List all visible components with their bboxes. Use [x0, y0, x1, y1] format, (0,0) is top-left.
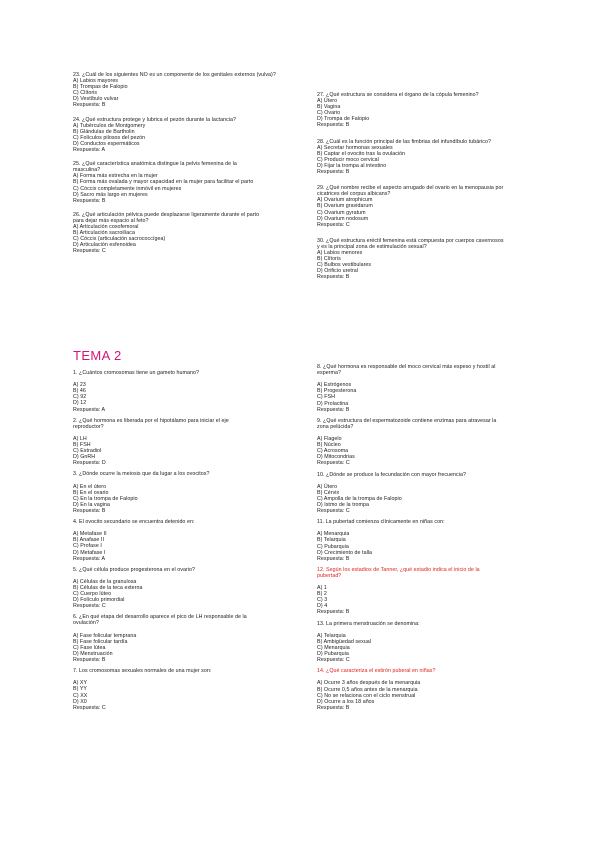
question-block	[73, 614, 318, 663]
question-block	[73, 212, 318, 255]
question-block	[317, 185, 562, 228]
question-block	[317, 364, 562, 413]
question-line: C) Cuerpo lúteo	[73, 591, 112, 598]
question-line: B) 46	[73, 388, 86, 395]
question-text: 9. ¿Qué estructura del espermatozoide contiene enzimas para atravesar la	[317, 417, 497, 424]
question-block	[73, 519, 318, 562]
question-line: C) FSH	[317, 394, 335, 401]
question-line: Respuesta: B	[73, 657, 106, 664]
question-text: 28. ¿Cuál es la función principal de las fimbrias del infundíbulo tubárico?	[317, 138, 491, 145]
question-line: C) Estradiol	[73, 448, 102, 455]
question-line: B) Ambigüedad sexual	[317, 638, 372, 645]
question-line: B) Articulación sacroilíaca	[73, 230, 135, 237]
question-line: Respuesta: A	[73, 406, 106, 413]
question-line: B) En el ovario	[73, 489, 109, 496]
question-line: A) Tubérculos de Montgomery	[73, 122, 146, 129]
question-line: A) Forma más estrecha en la mujer	[73, 173, 158, 180]
question-text: 2. ¿Qué hormona es liberada por el hipotálamo para iniciar el eje	[73, 417, 229, 424]
question-line: Respuesta: C	[73, 603, 106, 610]
question-line: Respuesta: B	[317, 555, 350, 562]
question-line: C) Acrosoma	[317, 448, 349, 455]
question-text: 11. La pubertad comienza clínicamente en niñas con:	[317, 519, 445, 526]
question-text: 8. ¿Qué hormona es responsable del moco cervical más espeso y hostil al	[317, 364, 496, 370]
question-line: B) Telarquia	[317, 537, 346, 544]
question-line: D) Articulación esfenoidea	[73, 242, 136, 249]
question-line: D) 4	[317, 603, 328, 610]
question-line: B) Ovarium gravidarum	[317, 203, 373, 210]
question-text: 13. La primera menstruación se denomina:	[317, 620, 420, 627]
question-line: Respuesta: A	[73, 555, 106, 562]
question-line: Respuesta: B	[317, 169, 350, 176]
question-line: B) Células de la teca externa	[73, 585, 143, 591]
question-line: Respuesta: C	[317, 508, 350, 515]
question-text: 6. ¿En qué etapa del desarrollo aparece el pico de LH responsable de la	[73, 614, 247, 621]
question-line: C) Ovario	[317, 110, 341, 117]
question-line: B) Anafase II	[73, 537, 104, 544]
question-line: A) Útero	[317, 483, 338, 490]
question-text: 7. Los cromosomas sexuales normales de una mujer son:	[73, 668, 212, 675]
question-line: D) Sacro más largo en mujeres	[73, 191, 148, 198]
question-block	[317, 92, 562, 129]
question-block	[73, 161, 318, 204]
question-line: para dejar más espacio al feto?	[73, 217, 149, 224]
question-line: D) Fijar la trompa al intestino	[317, 162, 387, 169]
question-text: 14. ¿Qué caracteriza el estirón puberal en niñas?	[317, 668, 436, 675]
question-line: D) 12	[73, 400, 87, 407]
question-block	[317, 567, 562, 616]
question-line: A) Flagelo	[317, 436, 342, 443]
question-block	[73, 418, 318, 467]
question-line: B) 2	[317, 591, 327, 598]
question-line: A) Células de la granulosa	[73, 578, 137, 585]
question-line: A) Menarquia	[317, 531, 350, 538]
question-line: A) Ovarium atrophicum	[317, 197, 373, 204]
question-text: 24. ¿Qué estructura protege y lubrica el pezón durante la lactancia?	[73, 116, 236, 123]
question-line: D) Ovarium nodosum	[317, 215, 369, 222]
question-line: Respuesta: B	[73, 197, 106, 204]
question-line: B) Núcleo	[317, 442, 341, 449]
question-line: D) Folículo primordial	[73, 597, 125, 604]
question-line: A) Labios mayores	[73, 78, 119, 85]
question-line: B) YY	[73, 686, 87, 693]
question-line: Respuesta: A	[73, 147, 106, 154]
question-line: D) Crecimiento de talla	[317, 549, 373, 556]
question-line: Respuesta: C	[317, 460, 350, 467]
question-line: C) Profase I	[73, 543, 102, 550]
question-line: reproductor?	[73, 423, 104, 430]
question-line: A) LH	[73, 435, 87, 442]
question-line: Respuesta: B	[317, 122, 350, 129]
question-line: cicatrices del corpus albicans?	[317, 191, 391, 198]
question-line: B) Clítoris	[317, 256, 341, 263]
question-line: C) Clítoris	[73, 90, 98, 97]
question-line: B) Glándulas de Bartholin	[73, 128, 135, 135]
question-line: C) Cóccix (articulación sacrococcígea)	[73, 236, 166, 243]
question-line: B) Cérvix	[317, 489, 340, 496]
question-line: D) Orificio uretral	[317, 268, 358, 275]
question-line: A) Fase folicular temprana	[73, 632, 137, 639]
question-line: Respuesta: C	[317, 657, 350, 664]
question-line: A) Secretar hormonas sexuales	[317, 144, 393, 151]
question-block	[73, 471, 318, 514]
question-line: C) 3	[317, 597, 328, 604]
question-line: C) Producir moco cervical	[317, 156, 379, 163]
question-line: C) Ampolla de la trompa de Falopio	[317, 495, 402, 502]
question-text: 27. ¿Qué estructura se considera el órgano de la cópula femenino?	[317, 92, 479, 98]
question-line: C) Menarquia	[317, 644, 350, 651]
question-line: D) Prolactina	[317, 400, 349, 407]
question-text: 30. ¿Qué estructura eréctil femenina está compuesta por cuerpos cavernosos	[317, 237, 504, 244]
question-line: B) Progesterona	[317, 388, 357, 395]
question-line: C) Bulbos vestibulares	[317, 262, 372, 269]
question-block	[317, 668, 562, 711]
question-text: 4. El ovocito secundario se encuentra detenido en:	[73, 519, 195, 526]
question-line: C) Folículos pilosos del pezón	[73, 134, 146, 141]
question-line: Respuesta: C	[317, 221, 350, 228]
section-title: TEMA 2	[73, 348, 122, 363]
question-line: A) Útero	[317, 98, 338, 105]
question-line: Respuesta: D	[73, 460, 106, 467]
question-line: B) FSH	[73, 442, 91, 449]
question-line: Respuesta: B	[317, 406, 350, 413]
question-block	[73, 668, 318, 711]
question-block	[73, 117, 318, 154]
question-block	[317, 472, 562, 515]
question-text: 3. ¿Dónde ocurre la meiosis que da lugar a los ovocitos?	[73, 471, 210, 478]
question-line: D) Trompa de Falopio	[317, 116, 370, 123]
question-line: B) Fase folicular tardía	[73, 638, 128, 645]
question-line: D) En la vagina	[73, 501, 110, 508]
question-line: B) Captar el ovocito tras la ovulación	[317, 150, 406, 157]
question-line: esperma?	[317, 370, 341, 377]
question-text: 23. ¿Cuál de los siguientes NO es un componente de los genitales externos (vulva)?	[73, 72, 276, 78]
question-line: ovulación?	[73, 620, 99, 627]
tema2-left-column	[73, 370, 318, 716]
question-line: D) Metafase I	[73, 549, 106, 556]
question-line: A) En el útero	[73, 483, 107, 490]
question-line: C) Pubarquia	[317, 543, 349, 550]
question-line: D) Istmo de la trompa	[317, 501, 369, 508]
question-line: A) 1	[317, 585, 327, 592]
question-line: A) 23	[73, 382, 86, 389]
question-line: D) Conductos espermáticos	[73, 140, 140, 147]
question-text: 10. ¿Dónde se produce la fecundación con mayor frecuencia?	[317, 471, 466, 478]
question-text: 1. ¿Cuántos cromosomas tiene un gameto humano?	[73, 370, 199, 376]
question-line: A) Labios menores	[317, 249, 363, 256]
tema2-right-column	[317, 364, 562, 716]
question-line: A) Metafase II	[73, 531, 107, 538]
question-line: y es la principal zona de estimulación sexual?	[317, 243, 427, 250]
question-line: A) Articulación coxofemoral	[73, 223, 139, 230]
question-line: Respuesta: B	[317, 274, 350, 281]
question-line: A) XY	[73, 680, 88, 687]
question-block	[73, 567, 318, 610]
question-line: D) Pubarquia	[317, 651, 349, 658]
question-line: Respuesta: B	[317, 609, 350, 616]
question-line: C) Ovarium gyratum	[317, 209, 366, 216]
page1-left-column	[73, 72, 318, 262]
question-line: Respuesta: B	[317, 704, 350, 711]
question-line: D) Ocurre a los 18 años	[317, 698, 375, 705]
question-line: Respuesta: B	[73, 102, 106, 109]
question-line: D) GnRH	[73, 454, 96, 461]
question-line: Respuesta: C	[73, 704, 106, 711]
question-line: D) Mitocondrias	[317, 454, 355, 461]
question-line: C) En la trompa de Falopio	[73, 495, 138, 502]
question-text: 26. ¿Qué articulación pélvica puede desplazarse ligeramente durante el parto	[73, 211, 260, 218]
question-line: C) Fase lútea	[73, 644, 106, 651]
question-block	[317, 238, 562, 281]
question-block	[317, 418, 562, 467]
question-line: pubertad?	[317, 572, 342, 579]
question-line: C) XX	[73, 692, 88, 699]
question-line: B) Forma más ovalada y mayor capacidad en la mujer para facilitar el parto	[73, 179, 254, 186]
question-text: 12. Según los estadios de Tanner, ¿qué estadio indica el inicio de la	[317, 566, 480, 573]
question-text: 29. ¿Qué nombre recibe el aspecto arrugado del ovario en la menopausia por	[317, 185, 504, 192]
question-line: D) Vestíbulo vulvar	[73, 96, 119, 103]
question-block	[73, 370, 318, 413]
question-line: D) X0	[73, 698, 87, 705]
question-line: D) Menstruación	[73, 650, 113, 657]
question-line: B) Ocurre 0,5 años antes de la menarquia	[317, 686, 418, 693]
question-line: C) 92	[73, 394, 87, 401]
question-line: Respuesta: B	[73, 507, 106, 514]
question-line: zona pelúcida?	[317, 423, 354, 430]
question-line: A) Telarquia	[317, 632, 346, 639]
question-line: C) Cóccix completamente inmóvil en mujeres	[73, 185, 182, 192]
page1-right-column	[317, 92, 562, 290]
question-line: Respuesta: C	[73, 248, 106, 255]
question-line: A) Ocurre 3 años después de la menarquia	[317, 680, 421, 687]
question-block	[317, 139, 562, 176]
question-line: B) Trompas de Falopio	[73, 84, 128, 91]
question-block	[317, 519, 562, 562]
question-block	[73, 72, 318, 109]
question-text: 5. ¿Qué célula produce progesterona en el ovario?	[73, 566, 195, 573]
question-text: 25. ¿Qué característica anatómica distingue la pelvis femenina de la	[73, 161, 237, 168]
question-line: C) No se relaciona con el ciclo menstrual	[317, 692, 416, 699]
question-line: B) Vagina	[317, 104, 341, 111]
question-line: A) Estrógenos	[317, 382, 352, 389]
question-line: masculina?	[73, 167, 101, 174]
question-block	[317, 621, 562, 664]
